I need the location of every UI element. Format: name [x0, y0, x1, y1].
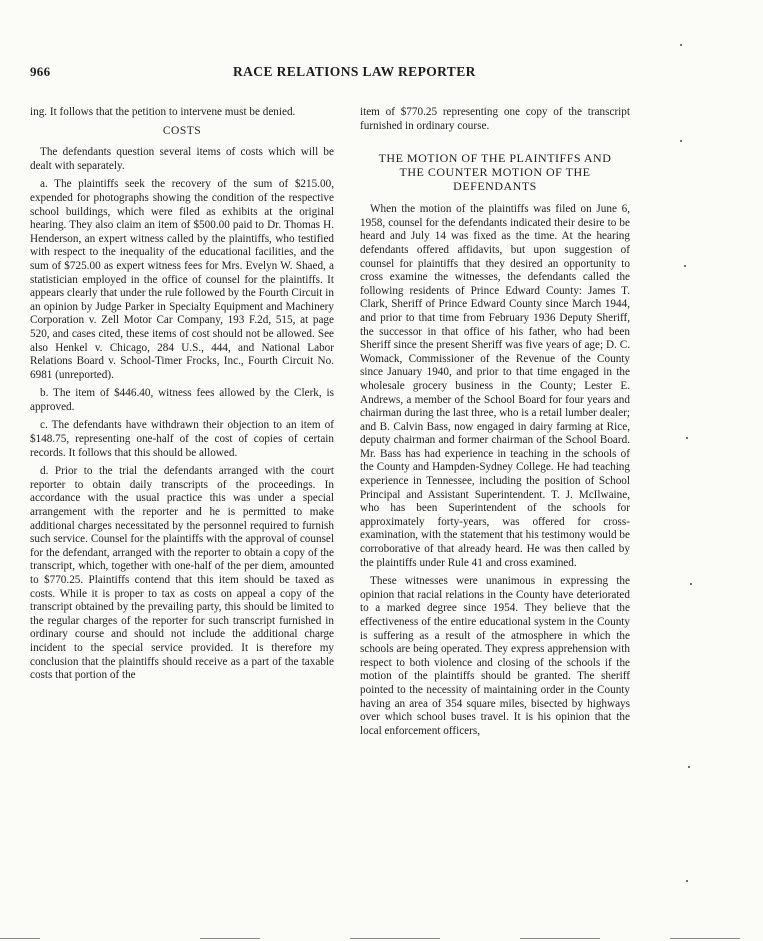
motion-heading-line: DEFENDANTS [453, 179, 537, 194]
scan-speck [684, 265, 686, 267]
scan-rule [350, 938, 440, 939]
motion-heading-line: THE COUNTER MOTION OF THE [399, 165, 591, 180]
left-paragraph: d. Prior to the trial the defendants arranged with the court reporter to obtain daily transcripts of the proceedings. In accordance with the usual practice this was under a special arrangement with the reporter and he is permitted to make additional charges necessitated by the personnel required to furnish such service. Counsel for the plaintiffs with the approval of counsel for the defendant, arranged with the reporter to obtain a copy of the transcript, which, together with one-half of the per diem, amounted to $770.25. Plaintiffs contend that this item should be taxed as costs. While it is proper to tax as costs on appeal a copy of the transcript obtained by the prevailing party, this should be limited to the regular charges of the reporter for such transcript furnished in ordinary course and should not include the additional charge incident to the special service provided. It is therefore my conclusion that the plaintiffs should receive as a part of the taxable costs that portion of the [30, 465, 334, 682]
right-paragraph: These witnesses were unanimous in expressing the opinion that racial relations in the County have deteriorated to a marked degree since 1954. They believe that the effectiveness of the entire educational system in the County is suffering as a result of the atmosphere in which the schools are being operated. They express apprehension with respect to both violence and closing of the schools if the motion of the plaintiffs should be granted. The sheriff pointed to the necessity of maintaining order in the County having an area of 354 square miles, bisected by highways over which school buses travel. It is his opinion that the local enforcement officers, [360, 575, 630, 737]
right-intro-text: item of $770.25 representing one copy of the transcript furnished in ordinary course. [360, 106, 630, 132]
left-paragraph: c. The defendants have withdrawn their objection to an item of $148.75, representing one-half of the cost of copies of certain records. It follows that this should be allowed. [30, 419, 334, 459]
scan-rule [670, 938, 740, 939]
left-column [30, 106, 334, 688]
right-paragraph: When the motion of the plaintiffs was filed on June 6, 1958, counsel for the defendants indicated their desire to be heard and July 14 was fixed as the time. At the hearing defendants offered affidavits, but upon suggestion of counsel for plaintiffs that they desired an opportunity to cross examine the witnesses, the defendants called the following residents of Prince Edward County: James T. Clark, Sheriff of Prince Edward County since March 1944, and prior to that time from February 1936 Deputy Sheriff, the successor in that office of his father, who had been Sheriff since the present Sheriff was five years of age; D. C. Womack, Commissioner of the Revenue of the County since January 1940, and prior to that time engaged in the wholesale grocery business in the County; Lester E. Andrews, a member of the School Board for four years and chairman during the last three, who is a retail lumber dealer; and B. Calvin Bass, now engaged in dairy farming at Rice, deputy chairman and former chairman of the School Board. Mr. Bass has had experience in teaching in the schools of the County and Hampden-Sydney College. He had teaching experience in Tennessee, including the position of School Principal and Assistant Superintendent. T. J. McIlwaine, who has been Superintendent of the schools for approximately forty-years, was offered for cross-examination, with the statement that his testimony would be corroborative of that already heard. He was then called by the plaintiffs under Rule 41 and cross examined. [360, 203, 630, 569]
scan-speck [688, 766, 690, 768]
motion-heading-line: THE MOTION OF THE PLAINTIFFS AND [378, 151, 612, 166]
costs-heading: COSTS [162, 124, 202, 137]
motion-heading [360, 151, 630, 193]
left-paragraph: b. The item of $446.40, witness fees allowed by the Clerk, is approved. [30, 387, 334, 413]
page-number: 966 [30, 64, 51, 79]
running-head: RACE RELATIONS LAW REPORTER [233, 64, 476, 79]
left-paragraph: a. The plaintiffs seek the recovery of the sum of $215.00, expended for photographs showing the condition of the respective school buildings, which were filed as exhibits at the original hearing. They also claim an item of $500.00 paid to Dr. Thomas H. Henderson, an expert witness called by the plaintiffs, who testified with respect to the inequality of the educational facilities, and the sum of $725.00 as expert witness fees for Mrs. Evelyn W. Shaed, a statistician employed in the office of counsel for the plaintiffs. It appears clearly that under the rule followed by the Fourth Circuit in an opinion by Judge Parker in Specialty Equipment and Machinery Corporation v. Zell Motor Car Company, 193 F.2d, 515, at page 520, and cases cited, these items of cost should not be allowed. See also Henkel v. Chicago, 284 U.S., 444, and National Labor Relations Board v. School-Timer Frocks, Inc., Fourth Circuit No. 6981 (unreported). [30, 178, 334, 381]
left-paragraph: The defendants question several items of costs which will be dealt with separately. [30, 146, 334, 172]
scan-speck [686, 880, 688, 882]
scan-speck [680, 140, 682, 142]
scan-rule [0, 938, 40, 939]
scan-speck [686, 437, 688, 439]
left-intro-text: ing. It follows that the petition to intervene must be denied. [30, 106, 296, 118]
right-column [360, 106, 630, 743]
scan-speck [680, 44, 682, 46]
scan-rule [200, 938, 260, 939]
scan-rule [520, 938, 600, 939]
scan-speck [690, 583, 692, 585]
